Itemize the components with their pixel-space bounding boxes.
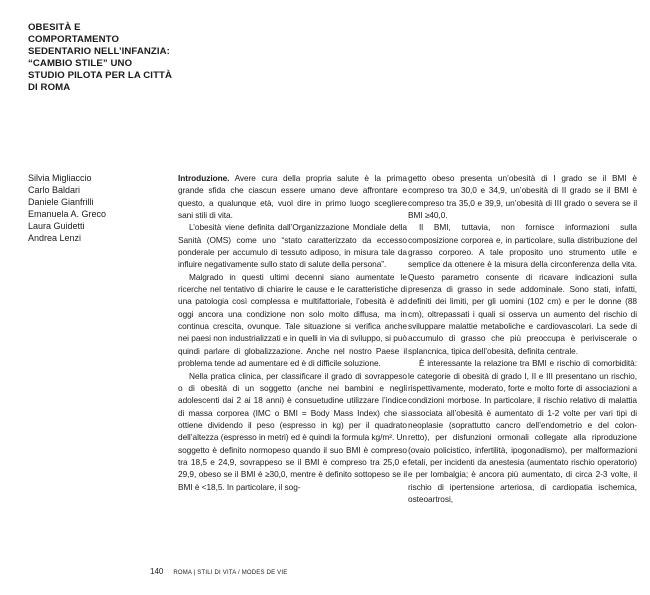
paragraph: Nella pratica clinica, per classificare il grado di sovrappeso o di obesità di un soggetto (anche nei bambini e negli adolescenti dai 2 ai 18 anni) è consuetudine utilizzare l’indice di massa corporea (IMC o BMI = Body Mass Index) che si ottiene dividendo il peso (espresso in kg) per il quadrato dell’altezza (espresso in metri) ed è quindi la formula kg/m². Un soggetto è definito normopeso quando il suo BMI è compreso tra 18,5 e 24,9, sovrappeso se il BMI è compreso tra 25,0 e 29,9, obeso se il BMI è ≥30,0, mentre è definito sottopeso se il BMI è <18,5. In particolare, il sog- — [178, 370, 407, 492]
author-list — [28, 172, 158, 244]
body-column-left — [178, 172, 407, 493]
paragraph: Il BMI, tuttavia, non fornisce informazioni sulla composizione corporea e, in particolare, sulla distribuzione del grasso corporeo. A tale proposito uno strumento utile e semplice da ottenere è la misura della circonferenza della vita. Questo parametro consente di ricavare indicazioni sulla presenza di grasso in sede addominale. Sono stati, infatti, definiti dei limiti, per gli uomini (102 cm) e per le donne (88 cm), oltrepassati i quali si osserva un aumento del rischio di sviluppare malattie metaboliche e cardiovascolari. La sede di accumulo di grasso che più preoccupa è periviscerale o splancnica, tipica dell’obesità, definita centrale. — [408, 222, 637, 356]
paragraph-text: Avere cura della propria salute è la prima grande sfida che ciascun essere umano deve affrontare e questo, a qualunque età, vuol dire in primo luogo scegliere sani stili di vita. — [178, 173, 407, 221]
page-footer — [150, 567, 287, 578]
title-line: OBESITÀ E — [28, 22, 81, 33]
body-column-right — [408, 172, 637, 505]
author-name: Daniele Gianfrilli — [28, 197, 94, 207]
section-heading-introduzione: Introduzione. — [178, 173, 230, 183]
running-head: ROMA | STILI DI VITA / MODES DE VIE — [173, 570, 288, 576]
title-line: SEDENTARIO NELL’INFANZIA: — [28, 46, 170, 57]
author-name: Carlo Baldari — [28, 185, 81, 195]
paragraph: getto obeso presenta un’obesità di I grado se il BMI è compreso tra 30,0 e 34,9, un’obesità di II grado se il BMI è compreso tra 35,0 e 39,9, un’obesità di III grado o severa se il BMI ≥40,0. — [408, 173, 637, 221]
title-line: DI ROMA — [28, 82, 71, 93]
paragraph: Malgrado in questi ultimi decenni siano aumentate le ricerche nel tentativo di chiarire le cause e le caratteristiche di una patologia così complessa e multifattoriale, l’obesità è ad oggi ancora una condizione non solo molto diffusa, ma in continua crescita, ovunque. Tale situazione si verifica anche nei paesi non industrializzati e in quelli in via di sviluppo, si può quindi parlare di globalizzazione. Anche nel nostro Paese il problema tende ad aumentare ed è di difficile soluzione. — [178, 271, 407, 369]
paragraph-introduction — [178, 172, 407, 221]
paragraph: È interessante la relazione tra BMI e rischio di comorbidità: le categorie di obesità di grado I, II e III presentano un rischio, rispettivamente, moderato, forte e molto forte di associazioni a condizioni morbose. In particolare, il rischio relativo di malattia associata all’obesità è aumentato di 1-2 volte per vari tipi di neoplasie (soprattutto cancro dell’endometrio e del colon-retto), per disfunzioni ormonali collegate alla riproduzione (ovaio policistico, infertilità, ipogonadismo), per malformazioni fetali, per incidenti da anestesia (aumentato rischio operatorio) e per lombalgia; è ancora più aumentato, di circa 2-3 volte, il rischio di ipertensione arteriosa, di cardiopatia ischemica, osteoartrosi, — [408, 358, 637, 504]
author-name: Silvia Migliaccio — [28, 173, 92, 183]
page-number: 140 — [150, 567, 164, 576]
paragraph: L’obesità viene definita dall’Organizzazione Mondiale della Sanità (OMS) come uno “stato caratterizzato da eccesso ponderale per accumulo di tessuto adiposo, in misura tale da influire negativamente sullo stato di salute della persona”. — [178, 222, 407, 270]
title-line: STUDIO PILOTA PER LA CITTÀ — [28, 70, 173, 81]
title-line: “CAMBIO STILE” UNO — [28, 58, 133, 69]
author-name: Andrea Lenzi — [28, 233, 82, 243]
author-name: Laura Guidetti — [28, 221, 85, 231]
author-name: Emanuela A. Greco — [28, 209, 107, 219]
title-line: COMPORTAMENTO — [28, 34, 120, 45]
article-title — [28, 22, 193, 94]
